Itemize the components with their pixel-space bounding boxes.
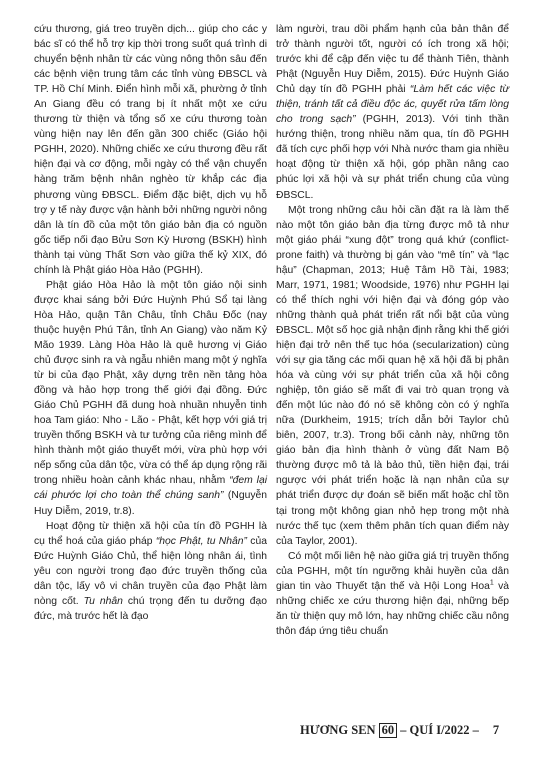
paragraph-text: Có một mối liên hệ nào giữa giá trị truyền thống của PGHH, một tín ngưỡng khải huyền của dân gian tin vào Thuyết tận thế và Hội Long Hoa — [276, 550, 509, 592]
paragraph-text: của Đức Huỳnh Giáo Chủ, thể hiện lòng nhân ái, tình yêu con người trong đạo đức truyền thống của dân tộc, lấy vô vi chân truyền của đạo Phật làm nòng cốt. — [34, 535, 267, 607]
paragraph-text: Hoạt động từ thiện xã hội của tín đồ PGHH là cụ thể hoá của giáo pháp — [34, 520, 267, 547]
quotation: “đem lại cái phước lợi cho toàn thể chúng sanh” — [34, 475, 267, 502]
right-text-column — [276, 22, 509, 639]
paragraph-text: Phật giáo Hòa Hảo là một tôn giáo nội sinh được khai sáng bởi Đức Huỳnh Phú Sổ tại làng Hòa Hảo, quận Tân Châu, tỉnh Châu Đốc (nay thuộc huyện Phú Tân, tỉnh An Giang) vào năm Kỷ Mão 1939. Làng Hòa Hảo là quê hương vị Giáo chủ được sinh ra và ngẫu nhiên mang một ý nghĩa từ bi của đạo Phật, xây dựng trên nền tảng hòa đồng và hảo hợp trong thế giới đại đồng. Đức Giáo Chủ PGHH đã dung hoà nhuần nhuyễn tinh hoa Tam giáo: Nho - Lão - Phật, kết hợp với giá trị truyền thống BSKH và tư tưởng của riêng mình để hình thành một giáo thuyết mới, vừa phù hợp với nếp sống của dân tộc, vừa có thể áp dụng rộng rãi trong nhiều hoàn cảnh khác nhau, nhằm — [34, 279, 267, 487]
paragraph — [276, 22, 509, 203]
left-text-column — [34, 22, 267, 624]
term: Tu nhân — [83, 595, 123, 607]
paragraph-text: làm người, trau dồi phẩm hạnh của bản thân để trở thành người tốt, người có ích trong xã hội; trước khi để cập đến việc tu để thành Tiên, thành Phật (Nguyễn Huy Diễm, 2015). Đức Huỳnh Giáo Chủ dạy tín đồ PGHH phải — [276, 24, 509, 96]
paragraph-text: và những chiếc xe cứu thương hiện đại, những bếp ăn từ thiện quy mô lớn, hay những chiếc cầu nông thôn đáp ứng tiêu chuẩn — [276, 580, 509, 637]
citation: (Nguyễn Huy Diễm, 2019, tr.8). — [34, 490, 267, 517]
page-number: 7 — [492, 722, 500, 737]
issue-date: – QUÍ I/2022 – — [400, 722, 479, 737]
paragraph — [34, 278, 267, 519]
paragraph — [276, 549, 509, 639]
paragraph — [34, 519, 267, 624]
issue-number-box: 60 — [379, 723, 398, 738]
page-footer — [300, 720, 510, 740]
paragraph-text: (PGHH, 2013). Với tinh thần hướng thiện, trong nhiều năm qua, tín đồ PGHH đã tích cực phối hợp với Nhà nước tham gia nhiều hoạt động từ thiện xã hội, góp phần nâng cao phúc lợi xã hội và sự phát triển chung của vùng ĐBSCL. — [276, 114, 509, 201]
paragraph: Một trong những câu hỏi cần đặt ra là làm thế nào một tôn giáo bản địa từng được mô tả như một giáo phái “xung đột” trong quá khứ (conflict-prone faith) và thường bị gán vào “mê tín” và “lạc hậu” (Chapman, 2013; Huệ Tâm Hồ Tài, 1983; Marr, 1971, 1981; Woodside, 1976) như PGHH lại có thể thích nghi với hiện đại và đóng góp vào những thành quả phát triển rất nổi bật của vùng ĐBSCL. Một số học giả nhận định rằng khi thế giới hiện đại trở nên thế tục hóa (secularization) cùng với sự gia tăng các mối quan hệ xã hội đã bị phân hóa và cùng với sự phát triển của xã hội công nghiệp, tôn giáo sẽ mất đi vai trò quan trọng và đến một lúc nào đó nó sẽ không còn có ý nghĩa nữa (Durkheim, 1915; trích dẫn bởi Taylor chủ biên, 2007, tr.3). Trong bối cảnh này, những tôn giáo bản địa hình thành ở vùng đất Nam Bộ thường được mô tả là bảo thủ, tiền hiện đại, trái ngược với phát triển hoặc là nạn nhân của sự phát triển được dự đoán sẽ biến mất hoặc chỉ tồn tại trong một không gian nhỏ hẹp trong một nhà nước thế tục (xem thêm phân tích quan điểm này của Taylor, 2001). — [276, 204, 509, 547]
paragraph: cứu thương, giá treo truyền dịch... giúp cho các y bác sĩ có thể hỗ trợ kịp thời trong suốt quá trình di chuyển bệnh nhân từ các vùng nông thôn sâu đến các bệnh viện trung tâm các tỉnh vùng ĐBSCL và TP. Hồ Chí Minh. Điển hình mỗi xã, phường ở tỉnh An Giang đều có trang bị ít nhất một xe cứu thương từ thiện và tổng số xe cứu thương toàn vùng hiện nay lên đến gần 300 chiếc (Giáo hội PGHH, 2020). Những chiếc xe cứu thương đều rất hiện đại và cơ động, mỗi ngày có thể vận chuyển hàng trăm bệnh nhân nghèo từ khắp các địa phương vùng ĐBSCL. Điểm đặc biệt, dịch vụ hỗ trợ y tế này được vận hành bởi những người nông dân là tín đồ của một tôn giáo bản địa có nguồn gốc tiếp nối đạo Bửu Sơn Kỳ Hương (BSKH) hình thành tại vùng Thất Sơn vào giữa thế kỷ XIX, đó chính là Phật giáo Hòa Hảo (PGHH). — [34, 24, 267, 276]
magazine-name: HƯƠNG SEN — [300, 722, 376, 737]
footnote-marker: 1 — [489, 579, 494, 587]
quotation: “học Phật, tu Nhân” — [155, 535, 247, 547]
quotation: “Làm hết các việc từ thiện, tránh tất cả điều độc ác, quyết rửa tấm lòng cho trong sạch” — [276, 84, 509, 126]
paragraph-text: chú trọng đến tu dưỡng đạo đức, mà trước hết là đạo — [34, 595, 267, 622]
